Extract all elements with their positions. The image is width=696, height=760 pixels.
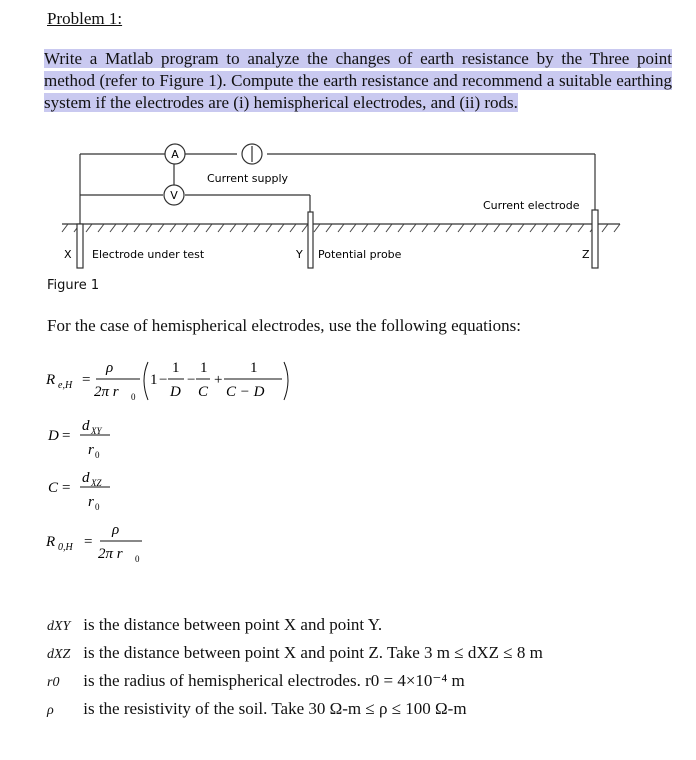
svg-text:−: − bbox=[159, 372, 168, 388]
problem-heading: Problem 1: bbox=[47, 9, 123, 28]
svg-text:r: r bbox=[88, 494, 94, 510]
svg-text:XZ: XZ bbox=[91, 478, 102, 488]
definition-symbol: dXY bbox=[47, 619, 71, 634]
definition-dxy bbox=[47, 612, 687, 640]
svg-text:2π r: 2π r bbox=[94, 384, 119, 400]
equation-d bbox=[44, 408, 164, 464]
point-z-label: Z bbox=[582, 248, 590, 261]
svg-text:1: 1 bbox=[200, 360, 208, 376]
definition-text: is the distance between point X and point Z. Take 3 m ≤ dXZ ≤ 8 m bbox=[83, 643, 543, 662]
svg-text:r: r bbox=[88, 442, 94, 458]
definition-symbol: ρ bbox=[47, 703, 54, 718]
svg-text:0: 0 bbox=[95, 450, 100, 460]
svg-text:0: 0 bbox=[131, 392, 136, 402]
definition-text: is the distance between point X and point Y. bbox=[83, 615, 383, 634]
svg-text:=: = bbox=[82, 372, 91, 388]
svg-text:0: 0 bbox=[135, 554, 140, 564]
current-electrode-label: Current electrode bbox=[483, 199, 580, 212]
definition-symbol: r0 bbox=[47, 675, 60, 690]
svg-text:d: d bbox=[82, 418, 90, 434]
svg-text:1: 1 bbox=[150, 372, 158, 388]
svg-text:1: 1 bbox=[250, 360, 258, 376]
svg-text:D: D bbox=[48, 428, 59, 444]
svg-text:0,H: 0,H bbox=[58, 542, 73, 553]
svg-text:0: 0 bbox=[95, 502, 100, 512]
electrode-x bbox=[77, 224, 83, 268]
svg-text:=: = bbox=[62, 480, 71, 496]
figure-caption: Figure 1 bbox=[47, 278, 100, 293]
three-point-method-diagram bbox=[40, 138, 640, 278]
svg-text:C: C bbox=[48, 480, 59, 496]
svg-text:R: R bbox=[46, 534, 56, 550]
equations-intro: For the case of hemispherical electrodes, use the following equations: bbox=[47, 316, 521, 335]
svg-text:e,H: e,H bbox=[58, 380, 73, 391]
definition-r0 bbox=[47, 668, 687, 696]
problem-statement bbox=[44, 48, 672, 114]
svg-text:C − D: C − D bbox=[226, 384, 265, 400]
definition-symbol: dXZ bbox=[47, 647, 71, 662]
current-supply-icon bbox=[242, 144, 262, 164]
electrode-under-test-label: Electrode under test bbox=[92, 248, 205, 261]
svg-text:ρ: ρ bbox=[106, 360, 114, 376]
point-x-label: X bbox=[64, 248, 72, 261]
ground-surface bbox=[62, 224, 620, 232]
equation-r-0h bbox=[44, 514, 184, 574]
problem-text: Write a Matlab program to analyze the changes of earth resistance by the Three point method (refer to Figure 1). Compute the earth resistance and recommend a suitable earthing system if the electrodes are (i) hemispherical electrodes, and (ii) rods. bbox=[44, 49, 672, 112]
definition-text: is the resistivity of the soil. Take 30 Ω-m ≤ ρ ≤ 100 Ω-m bbox=[83, 699, 467, 718]
svg-text:=: = bbox=[62, 428, 71, 444]
svg-text:2π r: 2π r bbox=[98, 546, 123, 562]
point-y-label: Y bbox=[296, 248, 303, 261]
current-electrode-z bbox=[592, 210, 598, 268]
svg-text:d: d bbox=[82, 470, 90, 486]
potential-probe-label: Potential probe bbox=[318, 248, 402, 261]
definition-text: is the radius of hemispherical electrodes. r0 = 4×10⁻⁴ m bbox=[83, 671, 465, 690]
definition-rho bbox=[47, 696, 687, 724]
svg-text:−: − bbox=[187, 372, 196, 388]
equation-c bbox=[44, 460, 164, 516]
ammeter-icon bbox=[165, 144, 185, 164]
svg-text:A: A bbox=[171, 148, 179, 161]
definition-dxz bbox=[47, 640, 687, 668]
definitions-list bbox=[47, 612, 687, 724]
voltmeter-icon bbox=[164, 185, 184, 205]
svg-text:C: C bbox=[198, 384, 209, 400]
svg-text:+: + bbox=[214, 372, 223, 388]
potential-probe-y bbox=[308, 212, 313, 268]
svg-text:1: 1 bbox=[172, 360, 180, 376]
svg-text:R: R bbox=[46, 372, 56, 388]
svg-text:V: V bbox=[170, 189, 178, 202]
svg-text:ρ: ρ bbox=[112, 522, 120, 538]
svg-text:XY: XY bbox=[91, 426, 102, 436]
current-supply-label: Current supply bbox=[207, 172, 289, 185]
equation-r-eh bbox=[44, 350, 304, 410]
svg-text:D: D bbox=[170, 384, 181, 400]
svg-text:=: = bbox=[84, 534, 93, 550]
